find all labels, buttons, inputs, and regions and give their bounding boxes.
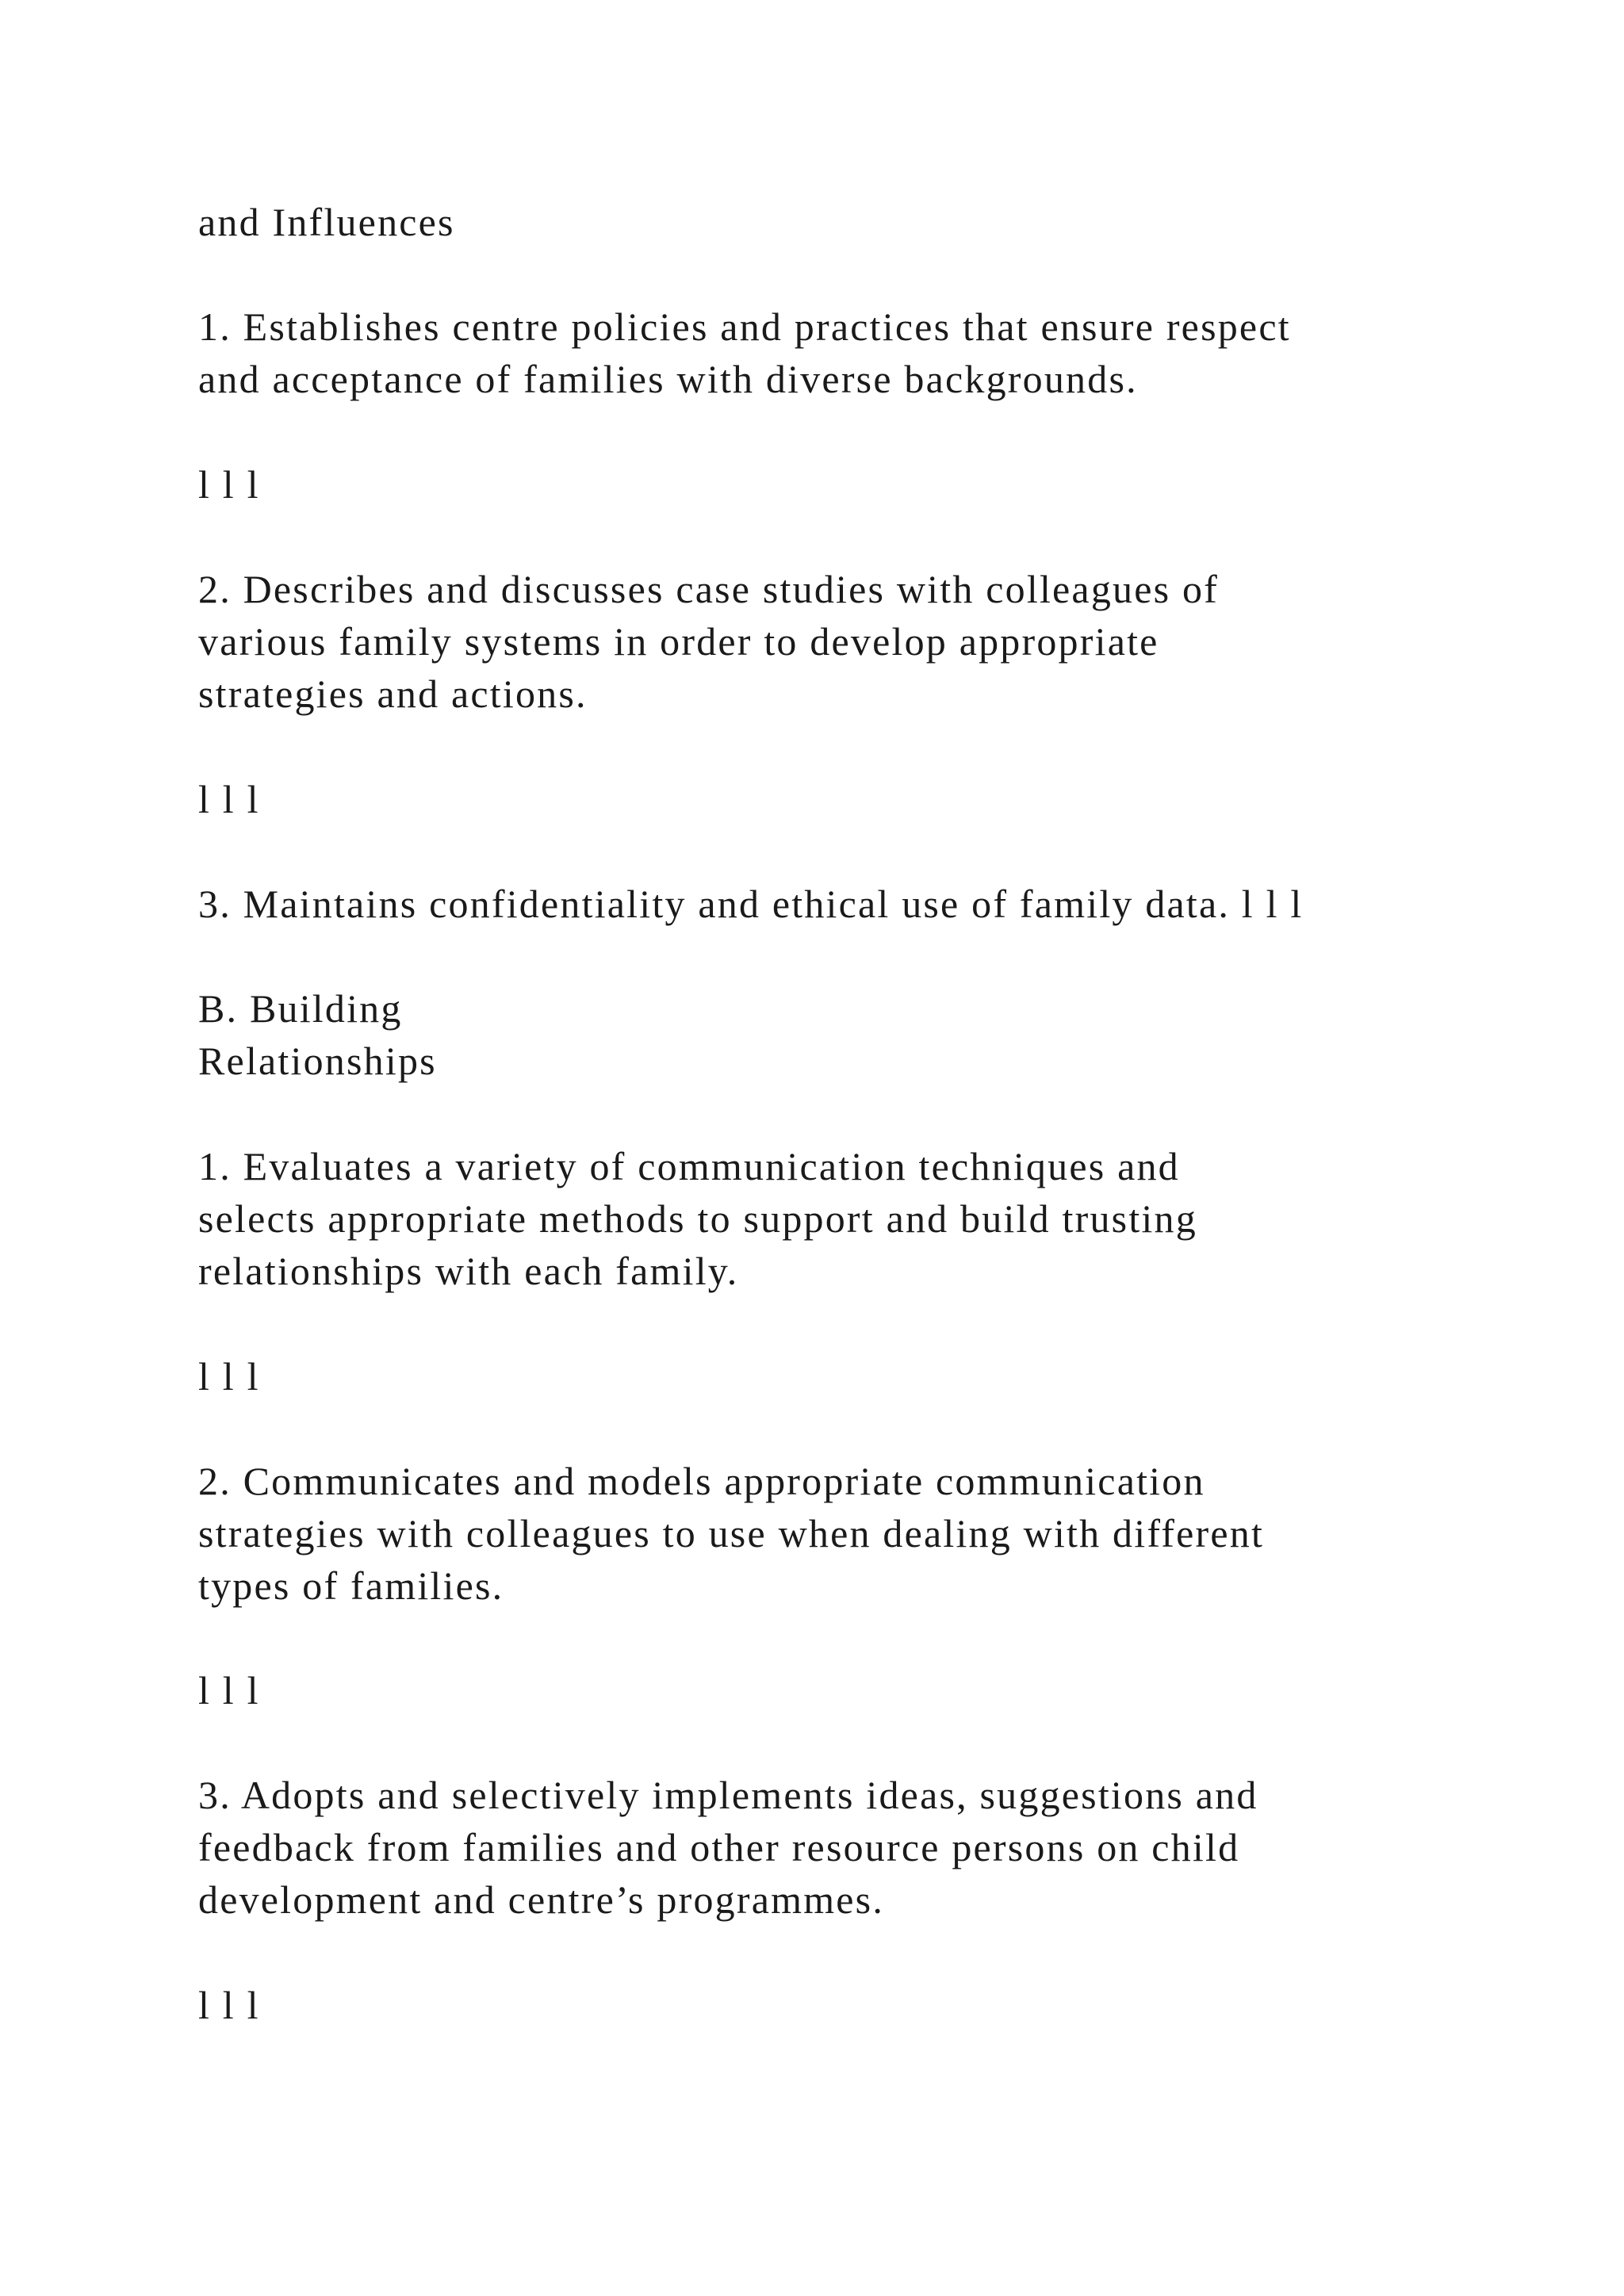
rating-marks-a1: l l l: [198, 462, 260, 507]
section-heading-b: B. Building Relationships: [198, 986, 437, 1083]
rating-marks-a2: l l l: [198, 777, 260, 821]
criterion-b2: 2. Communicates and models appropriate communication strategies with colleagues to use when dealing with different types of families.: [198, 1459, 1265, 1608]
section-heading-continuation: and Influences: [198, 200, 455, 244]
criterion-a2: 2. Describes and discusses case studies with colleagues of various family systems in order to develop appropriate strategies and actions.: [198, 567, 1220, 716]
criterion-a3: 3. Maintains confidentiality and ethical use of family data. l l l: [198, 882, 1304, 926]
rating-marks-b3: l l l: [198, 1983, 260, 2027]
criterion-a1: 1. Establishes centre policies and practices that ensure respect and acceptance of families with diverse backgrounds.: [198, 304, 1291, 401]
rating-marks-b2: l l l: [198, 1668, 260, 1712]
criterion-b1: 1. Evaluates a variety of communication techniques and selects appropriate methods to support and build trusting relationships with each family.: [198, 1144, 1197, 1293]
rating-marks-b1: l l l: [198, 1354, 260, 1399]
criterion-b3: 3. Adopts and selectively implements ideas, suggestions and feedback from families and other resource persons on child development and centre’s programmes.: [198, 1773, 1258, 1922]
